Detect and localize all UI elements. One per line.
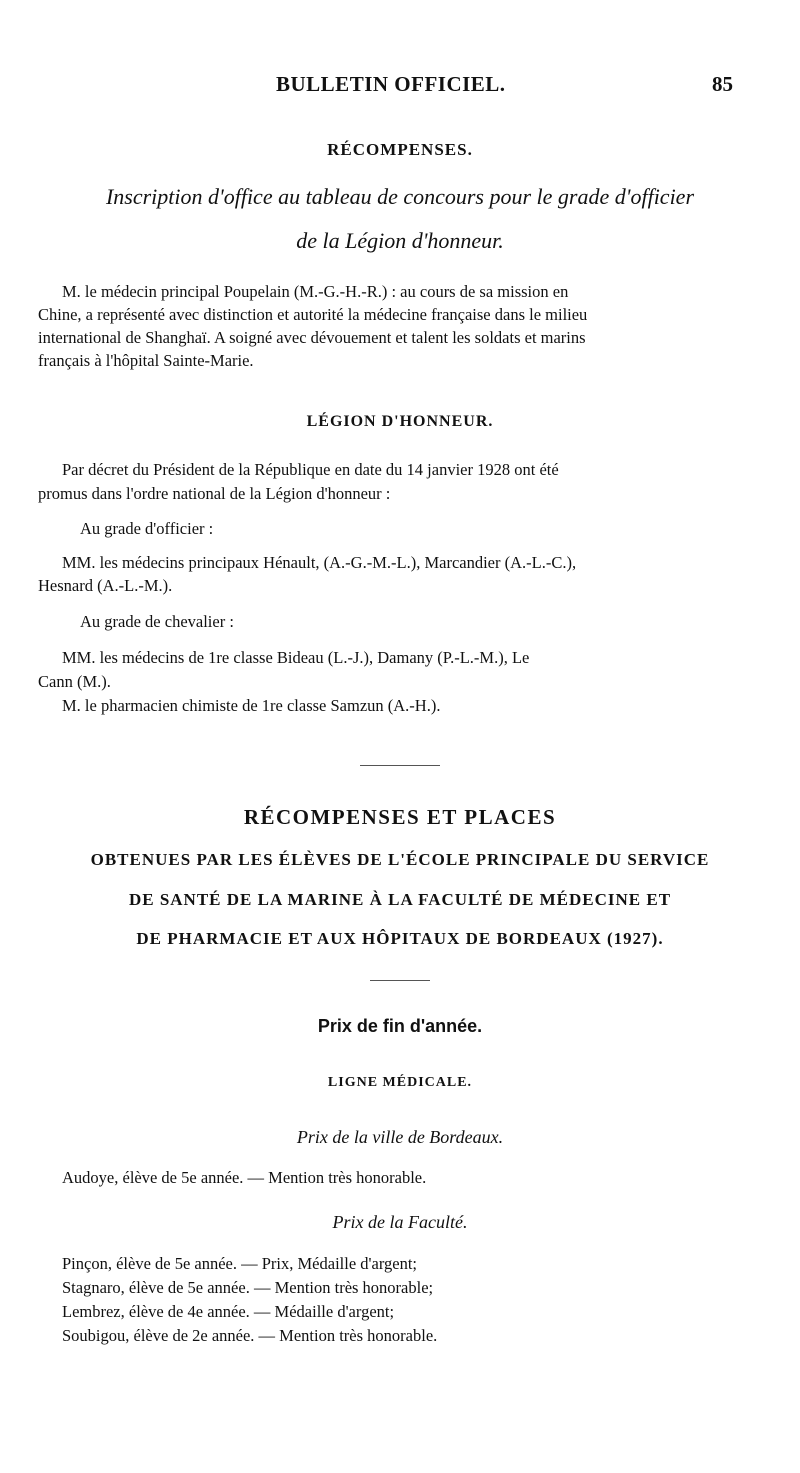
places-subheading-line: OBTENUES PAR LES ÉLÈVES DE L'ÉCOLE PRINCIPALE DU SERVICE bbox=[90, 850, 710, 869]
prix-ville-line: Audoye, élève de 5e année. — Mention très honorable. bbox=[62, 1168, 427, 1187]
officier-label: Au grade d'officier : bbox=[80, 519, 214, 538]
faculte-line: Stagnaro, élève de 5e année. — Mention très honorable; bbox=[62, 1278, 434, 1297]
faculte-line: Soubigou, élève de 2e année. — Mention très honorable. bbox=[62, 1326, 438, 1345]
faculte-line: Pinçon, élève de 5e année. — Prix, Médaille d'argent; bbox=[62, 1254, 418, 1273]
faculte-line: Lembrez, élève de 4e année. — Médaille d'argent; bbox=[62, 1302, 395, 1321]
decree-line: Par décret du Président de la République en date du 14 janvier 1928 ont été bbox=[62, 460, 559, 479]
recompenses-subtitle-line1: Inscription d'office au tableau de concours pour le grade d'officier bbox=[105, 184, 695, 209]
page-number: 85 bbox=[712, 72, 733, 96]
section-divider bbox=[360, 765, 440, 766]
legion-heading: LÉGION D'HONNEUR. bbox=[306, 413, 494, 430]
running-header-title: BULLETIN OFFICIEL. bbox=[276, 72, 506, 96]
decree-line: promus dans l'ordre national de la Légion d'honneur : bbox=[38, 484, 391, 503]
chevalier-line: Cann (M.). bbox=[38, 672, 111, 691]
section-divider bbox=[370, 980, 430, 981]
prix-faculte-heading: Prix de la Faculté. bbox=[332, 1212, 468, 1232]
places-subheading-line: DE PHARMACIE ET AUX HÔPITAUX DE BORDEAUX (1927). bbox=[136, 929, 664, 948]
recompenses-para-line: M. le médecin principal Poupelain (M.-G.-H.-R.) : au cours de sa mission en bbox=[62, 282, 569, 301]
chevalier-line: MM. les médecins de 1re classe Bideau (L.-J.), Damany (P.-L.-M.), Le bbox=[62, 648, 530, 667]
prix-heading: Prix de fin d'année. bbox=[317, 1016, 483, 1036]
recompenses-subtitle-line2: de la Légion d'honneur. bbox=[296, 228, 504, 253]
ligne-medicale-heading: LIGNE MÉDICALE. bbox=[327, 1075, 473, 1090]
recompenses-heading: RÉCOMPENSES. bbox=[327, 140, 473, 159]
chevalier-label: Au grade de chevalier : bbox=[80, 612, 234, 631]
recompenses-para-line: international de Shanghaï. A soigné avec dévouement et talent les soldats et marins bbox=[38, 328, 586, 347]
officier-line: MM. les médecins principaux Hénault, (A.-G.-M.-L.), Marcandier (A.-L.-C.), bbox=[62, 553, 577, 572]
recompenses-para-line: français à l'hôpital Sainte-Marie. bbox=[38, 351, 254, 370]
recompenses-para-line: Chine, a représenté avec distinction et autorité la médecine française dans le milieu bbox=[38, 305, 588, 324]
prix-ville-heading: Prix de la ville de Bordeaux. bbox=[296, 1127, 504, 1147]
places-subheading-line: DE SANTÉ DE LA MARINE À LA FACULTÉ DE MÉDECINE ET bbox=[128, 890, 672, 909]
chevalier-line: M. le pharmacien chimiste de 1re classe Samzun (A.-H.). bbox=[62, 696, 441, 715]
places-heading: RÉCOMPENSES ET PLACES bbox=[243, 805, 557, 829]
officier-line: Hesnard (A.-L.-M.). bbox=[38, 576, 173, 595]
